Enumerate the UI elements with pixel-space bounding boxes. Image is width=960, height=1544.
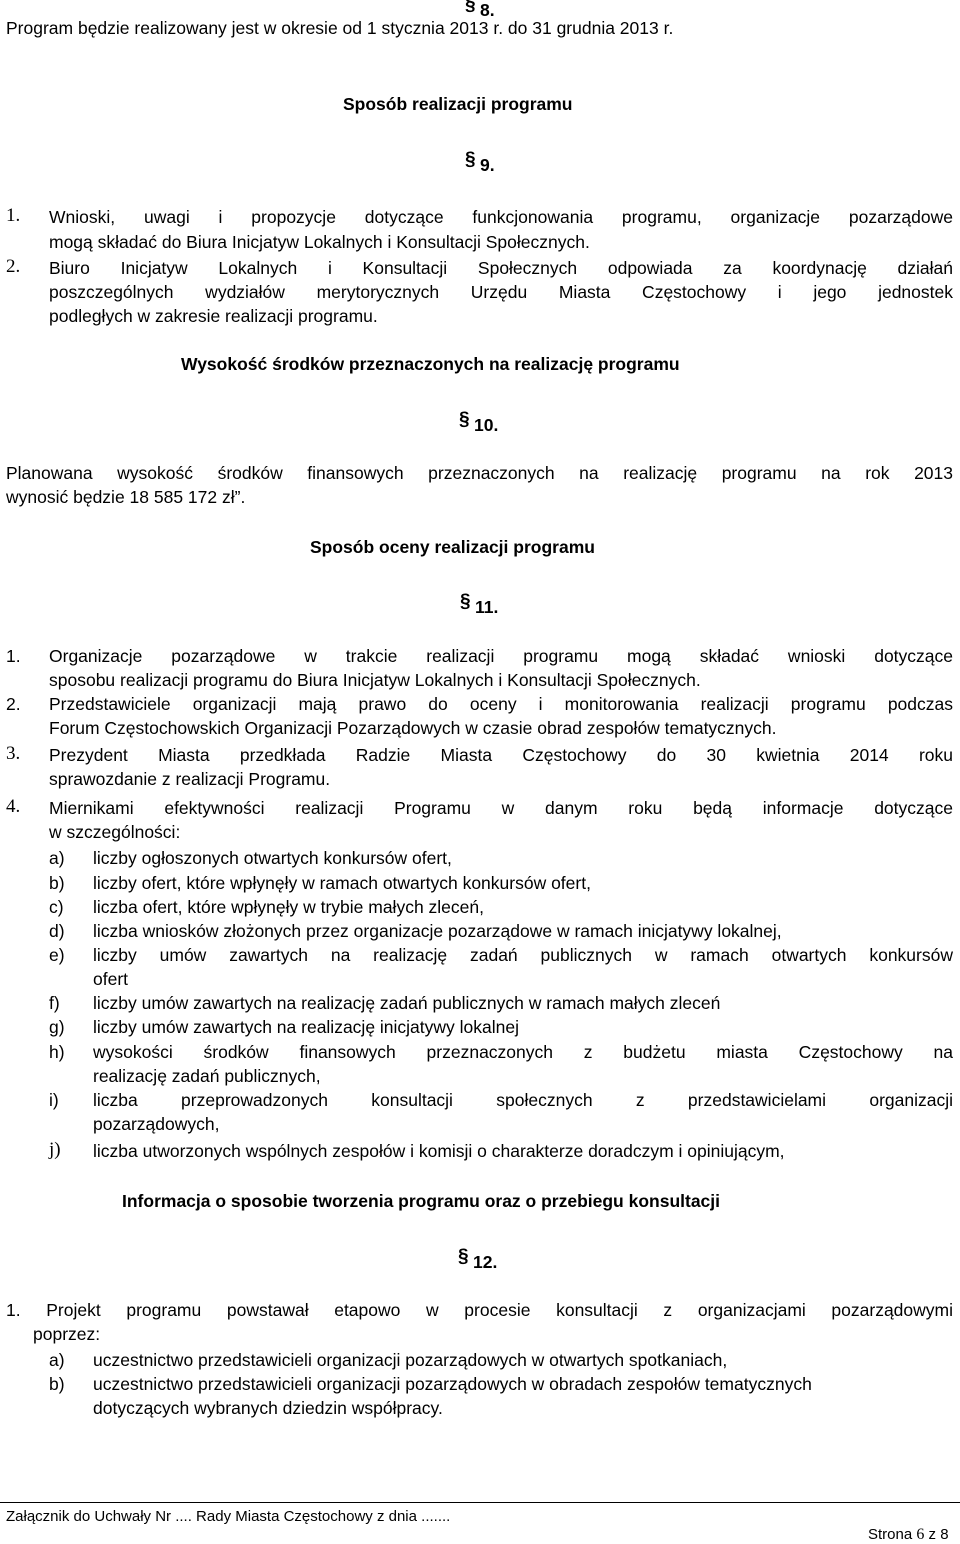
list-item-text: Wnioski, uwagi i propozycje dotyczące funkcjonowania programu, organizacje pozarządowe xyxy=(49,207,953,227)
section-8-heading: § 8. xyxy=(480,0,495,21)
list-item-text: Biuro Inicjatyw Lokalnych i Konsultacji Społecznych odpowiada za koordynację działań xyxy=(49,258,953,278)
list-number: 4. xyxy=(6,796,21,817)
sub-item-text: liczby ofert, które wpłynęły w ramach otwartych konkursów ofert, xyxy=(93,873,591,893)
list-item-text: Prezydent Miasta przedkłada Radzie Miasta Częstochowy do 30 kwietnia 2014 roku xyxy=(49,745,953,765)
list-number: 1. xyxy=(6,205,21,226)
list-item-text: Miernikami efektywności realizacji Programu w danym roku będą informacje dotyczące xyxy=(49,798,953,818)
sub-item-text: liczba przeprowadzonych konsultacji społecznych z przedstawicielami organizacji xyxy=(93,1090,953,1110)
list-item-text: poszczególnych wydziałów merytorycznych Urzędu Miasta Częstochowy i jego jednostek xyxy=(49,282,953,302)
sub-item-text: dotyczących wybranych dziedzin współpracy. xyxy=(93,1398,443,1418)
sub-item-letter: e) xyxy=(49,945,65,965)
sub-item-letter: j) xyxy=(49,1139,61,1160)
heading-informacja: Informacja o sposobie tworzenia programu oraz o przebiegu konsultacji xyxy=(122,1191,721,1211)
heading-wysokosc-srodkow: Wysokość środków przeznaczonych na realizację programu xyxy=(181,354,680,374)
sub-item-text: liczby umów zawartych na realizację zadań publicznych w ramach otwartych konkursów xyxy=(93,945,953,965)
footer-divider xyxy=(0,1502,960,1503)
list-item-text: Organizacje pozarządowe w trakcie realizacji programu mogą składać wnioski dotyczące xyxy=(49,646,953,666)
sub-item-text: liczba ofert, które wpłynęły w trybie małych zleceń, xyxy=(93,897,484,917)
consultation-text: 1. Projekt programu powstawał etapowo w procesie konsultacji z organizacjami pozarządowymi xyxy=(6,1300,953,1320)
page-label: Strona xyxy=(868,1526,913,1543)
sub-item-text: liczby umów zawartych na realizację inicjatywy lokalnej xyxy=(93,1017,519,1037)
section-9-heading: § 9. xyxy=(480,155,495,176)
sub-item-letter: a) xyxy=(49,1350,65,1370)
sub-item-text: liczby umów zawartych na realizację zadań publicznych w ramach małych zleceń xyxy=(93,993,721,1013)
sub-item-letter: d) xyxy=(49,921,65,941)
list-item-text: sprawozdanie z realizacji Programu. xyxy=(49,769,331,789)
sub-item-text: liczby ogłoszonych otwartych konkursów ofert, xyxy=(93,848,452,868)
page-separator: z xyxy=(928,1526,937,1543)
sub-item-letter: b) xyxy=(49,873,65,893)
sub-item-letter: a) xyxy=(49,848,65,868)
sub-item-letter: f) xyxy=(49,993,60,1013)
sub-item-letter: b) xyxy=(49,1374,65,1394)
section-11-heading: § 11. xyxy=(475,597,498,618)
sub-item-text: ofert xyxy=(93,969,129,989)
funds-text: Planowana wysokość środków finansowych przeznaczonych na realizację programu na rok 2013 xyxy=(6,463,953,483)
page-current: 6 xyxy=(916,1526,925,1543)
sub-item-letter: g) xyxy=(49,1017,65,1037)
funds-text: wynosić będzie 18 585 172 zł”. xyxy=(6,487,246,507)
list-number: 3. xyxy=(6,743,21,764)
sub-item-letter: c) xyxy=(49,897,64,917)
heading-sposob-realizacji: Sposób realizacji programu xyxy=(343,94,573,114)
sub-item-text: uczestnictwo przedstawicieli organizacji pozarządowych w obradach zespołów tematycznych xyxy=(93,1374,812,1394)
list-item-text: w szczególności: xyxy=(49,822,181,842)
sub-item-letter: i) xyxy=(49,1090,59,1110)
list-number: 2. xyxy=(6,256,21,277)
list-item-text: sposobu realizacji programu do Biura Inicjatyw Lokalnych i Konsultacji Społecznych. xyxy=(49,670,701,690)
heading-sposob-oceny: Sposób oceny realizacji programu xyxy=(310,537,595,557)
sub-item-text: wysokości środków finansowych przeznaczonych z budżetu miasta Częstochowy na xyxy=(93,1042,953,1062)
section-10-heading: § 10. xyxy=(474,415,498,436)
list-item-text: podległych w zakresie realizacji programu. xyxy=(49,306,378,326)
list-number: 2. xyxy=(6,694,21,714)
consultation-text: poprzez: xyxy=(33,1324,101,1344)
list-item-text: Przedstawiciele organizacji mają prawo do oceny i monitorowania realizacji programu podczas xyxy=(49,694,953,714)
sub-item-text: realizację zadań publicznych, xyxy=(93,1066,321,1086)
sub-item-text: liczba wniosków złożonych przez organizacje pozarządowe w ramach inicjatywy lokalnej, xyxy=(93,921,782,941)
list-number: 1. xyxy=(6,646,21,666)
program-period-text: Program będzie realizowany jest w okresie od 1 stycznia 2013 r. do 31 grudnia 2013 r. xyxy=(6,18,674,38)
list-item-text: Forum Częstochowskich Organizacji Pozarządowych w czasie obrad zespołów tematycznych. xyxy=(49,718,777,738)
footer-page-number xyxy=(868,1526,949,1544)
page-total: 8 xyxy=(940,1526,949,1543)
sub-item-text: uczestnictwo przedstawicieli organizacji pozarządowych w otwartych spotkaniach, xyxy=(93,1350,728,1370)
sub-item-text: liczba utworzonych wspólnych zespołów i komisji o charakterze doradczym i opiniującym, xyxy=(93,1141,785,1161)
list-item-text: mogą składać do Biura Inicjatyw Lokalnych i Konsultacji Społecznych. xyxy=(49,232,590,252)
footer-attachment-text: Załącznik do Uchwały Nr .... Rady Miasta Częstochowy z dnia ....... xyxy=(6,1508,451,1525)
section-12-heading: § 12. xyxy=(473,1252,497,1273)
sub-item-text: pozarządowych, xyxy=(93,1114,220,1134)
sub-item-letter: h) xyxy=(49,1042,65,1062)
